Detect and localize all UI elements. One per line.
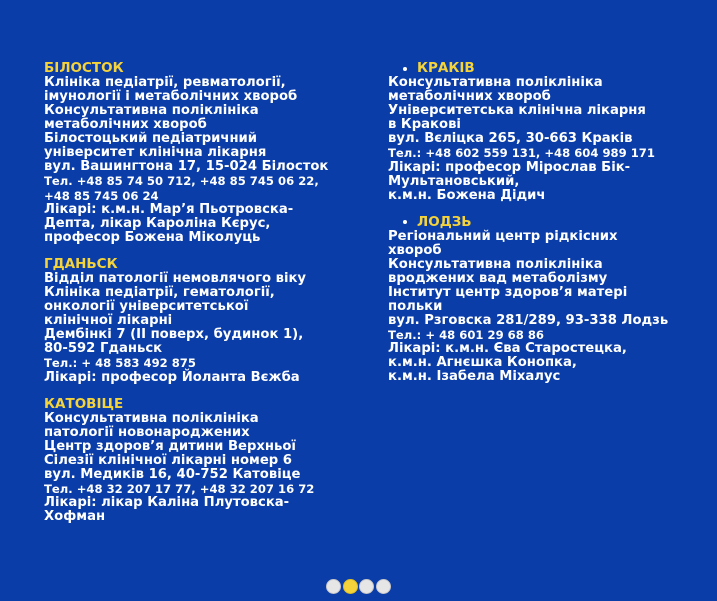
info-line: метаболічних хвороб xyxy=(388,89,551,104)
info-line: Клініка педіатрії, гематології, xyxy=(44,285,275,300)
info-line: Інститут центр здоров’я матері xyxy=(388,284,628,300)
city-name-bialystok: БІЛОСТОК xyxy=(44,60,124,76)
phone-line: Тел.: +48 602 559 131, +48 604 989 171 xyxy=(388,146,655,160)
doctors-line: к.м.н. Ізабела Міхалус xyxy=(388,369,561,384)
info-line: Центр здоров’я дитини Верхньої xyxy=(44,438,296,454)
left-column xyxy=(44,61,364,536)
page-dot-4[interactable] xyxy=(376,579,391,594)
page-indicator xyxy=(326,579,391,594)
info-line: Консультативна поліклініка xyxy=(388,75,603,90)
address-line: вул. Рзговска 281/289, 93-338 Лодзь xyxy=(388,312,669,328)
info-line: клінічної лікарні xyxy=(44,313,173,328)
city-block-bialystok xyxy=(44,61,364,245)
phone-line: Тел.: + 48 601 29 68 86 xyxy=(388,327,544,342)
info-line: в Кракові xyxy=(388,117,461,132)
doctors-line: к.м.н. Божена Дідич xyxy=(388,187,546,203)
info-line: Білостоцький педіатричний xyxy=(44,131,258,146)
address-line: вул. Медиків 16, 40-752 Катовіце xyxy=(44,466,301,482)
city-heading-lodz xyxy=(388,215,688,230)
info-line: хвороб xyxy=(388,242,442,258)
info-line: онкології університетської xyxy=(44,299,249,314)
phone-line: Тел. +48 32 207 17 77, +48 32 207 16 72 xyxy=(44,481,315,496)
city-block-lodz xyxy=(388,215,688,385)
city-block-gdansk xyxy=(44,257,364,385)
city-block-katowice xyxy=(44,397,364,525)
doctors-line: Мультановський, xyxy=(388,173,520,189)
doctors-line: Лікарі: к.м.н. Єва Старостецка, xyxy=(388,341,627,356)
page-dot-3[interactable] xyxy=(359,579,374,594)
address-line: Дембінкі 7 (ІІ поверх, будинок 1), xyxy=(44,327,304,342)
info-line: Регіональний центр рідкісних xyxy=(388,228,618,244)
address-line: вул. Вашингтона 17, 15-024 Білосток xyxy=(44,159,329,174)
city-name-lodz: ЛОДЗЬ xyxy=(417,213,472,230)
doctors-line: Депта, лікар Каролiна Кєрус, xyxy=(44,216,271,231)
city-block-krakow xyxy=(388,61,688,203)
phone-line: Тел.: + 48 583 492 875 xyxy=(44,356,196,370)
address-line: вул. Вєліцка 265, 30-663 Краків xyxy=(388,131,633,146)
page-dot-1[interactable] xyxy=(326,579,341,594)
page-dot-2-active[interactable] xyxy=(343,579,358,594)
right-column xyxy=(388,61,688,396)
doctors-line: к.м.н. Агнєшка Конопка, xyxy=(388,355,577,370)
bullet-icon xyxy=(403,220,407,224)
city-name-krakow: КРАКІВ xyxy=(417,60,475,76)
doctors-line: професор Божена Міколуць xyxy=(44,230,261,245)
info-line: Відділ патології немовлячого віку xyxy=(44,271,307,286)
bullet-icon xyxy=(403,67,407,71)
info-line: Клініка педіатрії, ревматології, xyxy=(44,75,286,90)
doctors-line: Лікарі: професор Йоланта Вєжба xyxy=(44,369,300,385)
doctors-line: Лікарі: лікар Каліна Плутовска- xyxy=(44,495,290,510)
info-line: польки xyxy=(388,298,443,314)
info-line: університет клінічна лікарня xyxy=(44,145,267,160)
info-line: Консультативна поліклініка xyxy=(388,256,603,272)
info-line: імунології і метаболічних хвороб xyxy=(44,89,298,104)
info-line: Університетська клінічна лікарня xyxy=(388,103,646,118)
doctors-line: Хофман xyxy=(44,509,106,524)
info-line: вроджених вад метаболізму xyxy=(388,270,608,286)
doctors-line: Лікарі: к.м.н. Мар’я Пьотровска- xyxy=(44,202,294,217)
info-line: Консультативна поліклініка xyxy=(44,103,259,118)
city-name-katowice: КАТОВІЦЕ xyxy=(44,395,124,412)
info-line: метаболічних хвороб xyxy=(44,117,207,132)
info-line: патології новонароджених xyxy=(44,424,250,440)
info-line: Консультативна поліклініка xyxy=(44,410,259,426)
doctors-line: Лікарі: професор Мірослав Бік- xyxy=(388,159,631,175)
info-line: Сілезії клінічної лікарні номер 6 xyxy=(44,452,292,468)
phone-line: Тел. +48 85 74 50 712, +48 85 745 06 22, xyxy=(44,174,319,188)
phone-line: +48 85 745 06 24 xyxy=(44,188,159,203)
city-name-gdansk: ГДАНЬСК xyxy=(44,256,118,272)
city-heading-krakow xyxy=(388,61,688,76)
address-line: 80-592 Гданьск xyxy=(44,341,163,356)
